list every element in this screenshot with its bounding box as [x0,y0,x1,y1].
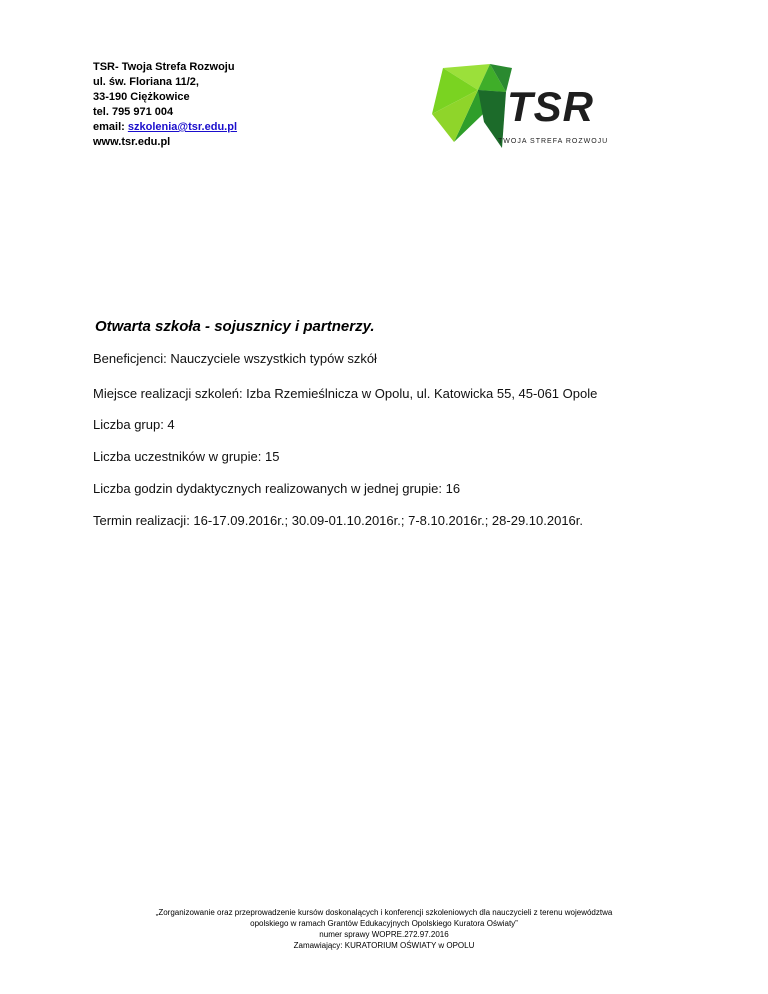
footer-line-1: „Zorganizowanie oraz przeprowadzenie kursów doskonalących i konferencji szkoleniowych dla nauczycieli z terenu województwa [155,908,613,917]
company-city: 33-190 Ciężkowice [93,91,190,103]
document-footer [100,907,668,951]
teaching-hours-line: Liczba godzin dydaktycznych realizowanych w jednej grupie: 16 [93,481,461,496]
company-name: TSR- Twoja Strefa Rozwoju [93,61,235,73]
logo-subtitle: TWOJA STREFA ROZWOJU [498,138,609,145]
footer-line-2: opolskiego w ramach Grantów Edukacyjnych Opolskiego Kuratora Oświaty” [250,919,518,928]
email-link[interactable]: szkolenia@tsr.edu.pl [127,121,238,133]
beneficiaries-line: Beneficjenci: Nauczyciele wszystkich typów szkół [93,351,377,366]
footer-line-3: numer sprawy WOPRE.272.97.2016 [319,930,449,939]
document-title: Otwarta szkoła - sojusznicy i partnerzy. [95,318,375,335]
company-street: ul. św. Floriana 11/2, [93,76,199,88]
email-label: email: [93,121,128,133]
company-email-line [93,120,237,135]
company-address-block [93,60,237,150]
schedule-line: Termin realizacji: 16-17.09.2016r.; 30.09-01.10.2016r.; 7-8.10.2016r.; 28-29.10.2016r. [93,513,584,528]
company-phone: tel. 795 971 004 [93,106,174,118]
participants-per-group-line: Liczba uczestników w grupie: 15 [93,449,280,464]
group-count-line: Liczba grup: 4 [93,417,175,432]
logo-text: TSR [507,83,594,130]
training-location-line: Miejsce realizacji szkoleń: Izba Rzemieślnicza w Opolu, ul. Katowicka 55, 45-061 Opole [93,386,598,401]
company-website: www.tsr.edu.pl [93,136,171,148]
footer-line-4: Zamawiający: KURATORIUM OŚWIATY w OPOLU [293,941,475,950]
